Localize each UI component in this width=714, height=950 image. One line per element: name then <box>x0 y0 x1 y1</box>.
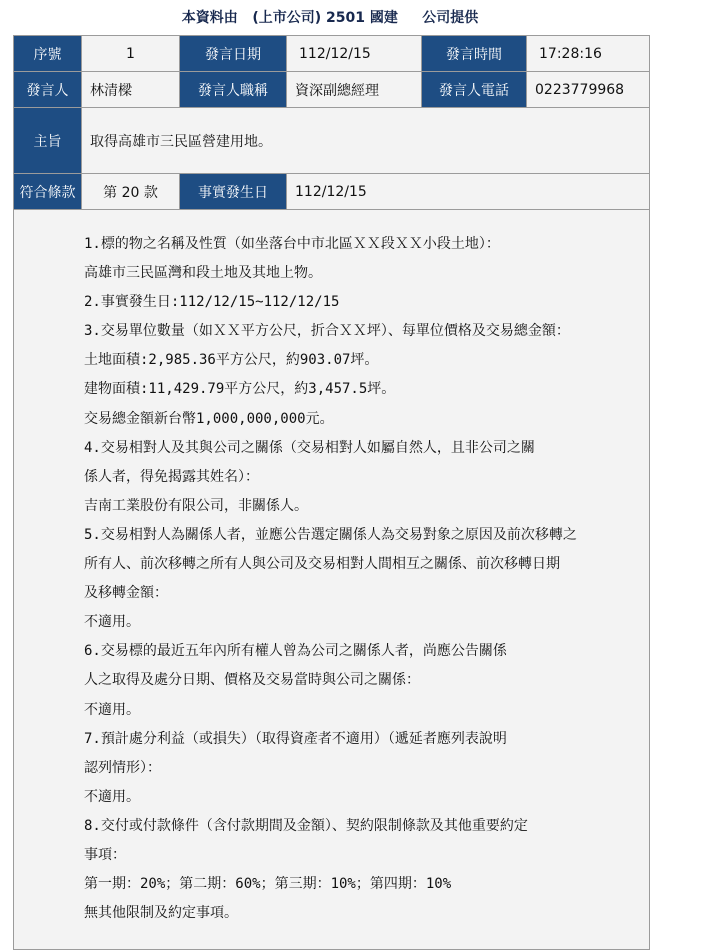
speaker-phone-label: 發言人電話 <box>422 72 527 108</box>
table-row <box>14 72 650 108</box>
description-line: 7.預計處分利益（或損失）（取得資產者不適用）（遞延者應列表說明 <box>84 730 507 747</box>
table-row <box>14 210 650 950</box>
description-line: 不適用。 <box>84 701 140 718</box>
time-label: 發言時間 <box>422 36 527 72</box>
header-prefix: 本資料由 <box>181 10 238 26</box>
description-cell <box>14 210 650 950</box>
description-line: 事項： <box>84 846 126 863</box>
description-line: 土地面積:2,985.36平方公尺，約903.07坪。 <box>84 352 379 369</box>
description-line: 人之取得及處分日期、價格及交易當時與公司之關係： <box>84 672 420 689</box>
page-header <box>0 7 660 27</box>
speaker-phone-value: 0223779968 <box>527 72 650 108</box>
description-line: 8.交付或付款條件（含付款期間及金額）、契約限制條款及其他重要約定 <box>84 817 528 834</box>
description-line: 5.交易相對人為關係人者，並應公告選定關係人為交易對象之原因及前次移轉之 <box>84 526 577 543</box>
description-line: 無其他限制及約定事項。 <box>84 905 238 922</box>
event-date-label: 事實發生日 <box>180 174 287 210</box>
time-value: 17:28:16 <box>527 36 650 72</box>
description-line: 吉南工業股份有限公司，非關係人。 <box>84 497 308 514</box>
description-line: 3.交易單位數量（如ＸＸ平方公尺，折合ＸＸ坪）、每單位價格及交易總金額： <box>84 323 570 340</box>
description-line: 高雄市三民區灣和段土地及其地上物。 <box>84 265 322 282</box>
clause-value: 第 20 款 <box>82 174 180 210</box>
header-suffix: 公司提供 <box>422 10 479 26</box>
date-label: 發言日期 <box>180 36 287 72</box>
speaker-value: 林清樑 <box>82 72 180 108</box>
description-line: 不適用。 <box>84 788 140 805</box>
speaker-label: 發言人 <box>14 72 82 108</box>
seq-label: 序號 <box>14 36 82 72</box>
date-value: 112/12/15 <box>287 36 422 72</box>
speaker-title-value: 資深副總經理 <box>287 72 422 108</box>
table-row <box>14 36 650 72</box>
speaker-title-label: 發言人職稱 <box>180 72 287 108</box>
description-line: 建物面積:11,429.79平方公尺，約3,457.5坪。 <box>84 381 396 398</box>
description-line: 4.交易相對人及其與公司之關係（交易相對人如屬自然人，且非公司之關 <box>84 439 535 456</box>
description-line: 2.事實發生日:112/12/15~112/12/15 <box>84 294 340 311</box>
header-company: (上市公司) 2501 國建 <box>252 10 398 26</box>
subject-label: 主旨 <box>14 108 82 174</box>
description-line: 及移轉金額： <box>84 585 168 602</box>
description-line: 第一期：20%；第二期：60%；第三期：10%；第四期：10% <box>84 876 452 893</box>
subject-value: 取得高雄市三民區營建用地。 <box>82 108 650 174</box>
table-row <box>14 174 650 210</box>
description-text <box>14 210 649 928</box>
description-line: 不適用。 <box>84 614 140 631</box>
description-line: 交易總金額新台幣1,000,000,000元。 <box>84 410 334 427</box>
description-line: 6.交易標的最近五年內所有權人曾為公司之關係人者，尚應公告關係 <box>84 643 507 660</box>
table-row <box>14 108 650 174</box>
event-date-value: 112/12/15 <box>287 174 650 210</box>
description-line: 1.標的物之名稱及性質（如坐落台中市北區ＸＸ段ＸＸ小段土地）： <box>84 236 500 252</box>
announcement-table <box>13 35 650 950</box>
description-line: 認列情形）： <box>84 759 161 776</box>
description-line: 所有人、前次移轉之所有人與公司及交易相對人間相互之關係、前次移轉日期 <box>84 556 560 573</box>
clause-label: 符合條款 <box>14 174 82 210</box>
description-line: 係人者，得免揭露其姓名）： <box>84 468 259 485</box>
seq-value: 1 <box>82 36 180 72</box>
